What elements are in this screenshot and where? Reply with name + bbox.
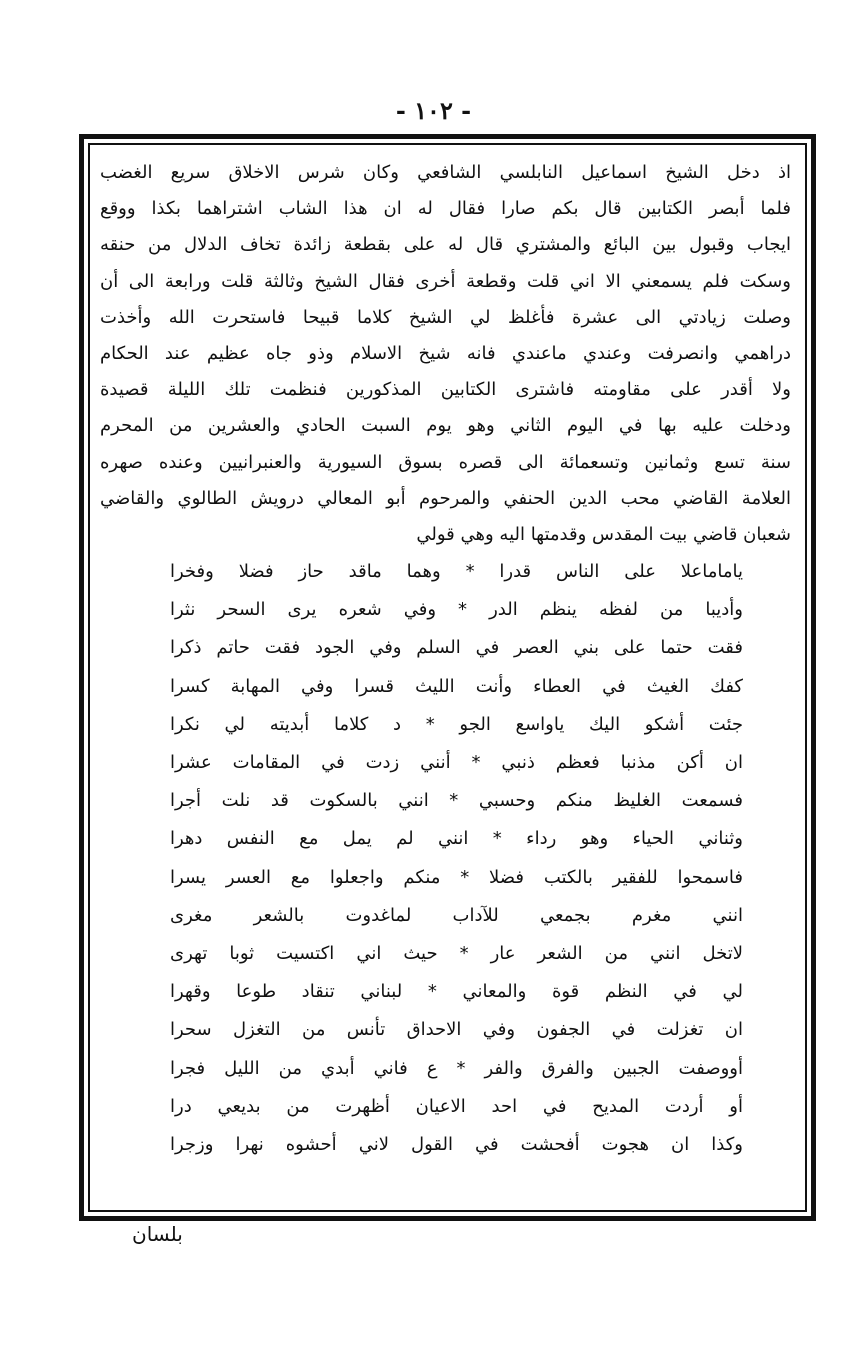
poem-verse: كفك الغيث في العطاء وأنت الليث قسرا وفي المهابة كسرا — [170, 675, 743, 697]
prose-line: اذ دخل الشيخ اسماعيل النابلسي الشافعي وكان شرس الاخلاق سريع الغضب — [100, 162, 791, 183]
poem-verse: ان تغزلت في الجفون وفي الاحداق تأنس من التغزل سحرا — [170, 1019, 743, 1041]
prose-line: شعبان قاضي بيت المقدس وقدمتها اليه وهي قولي — [416, 523, 791, 545]
prose-line: ولا أقدر على مقاومته فاشترى الكتابين المذكورين فنظمت تلك الليلة قصيدة — [100, 379, 791, 401]
prose-line: دراهمي وانصرفت وعندي ماعندي فانه شيخ الاسلام وذو جاه عظيم عند الحكام — [100, 342, 791, 364]
prose-line: فلما أبصر الكتابين قال بكم صارا فقال له ان هذا الشاب اشتراهما بكذا ووقع — [100, 198, 791, 220]
poem-verse: وأديبا من لفظه ينظم الدر * وفي شعره يرى السحر نثرا — [170, 599, 743, 621]
prose-line: العلامة القاضي محب الدين الحنفي والمرحوم أبو المعالي درويش الطالوي والقاضي — [100, 487, 791, 509]
poem-verse: فقت حتما على بني العصر في السلم وفي الجود فقت حاتم ذكرا — [170, 637, 743, 659]
prose-line: وصلت زيادتي الى عشرة فأغلظ لي الشيخ كلاما قبيحا فاستحرت الله وأخذت — [100, 306, 791, 328]
prose-line: ايجاب وقبول بين البائع والمشتري قال له على بقطعة زائدة تخاف الدلال من حنقه — [100, 234, 791, 256]
prose-line: ودخلت عليه بها في اليوم الثاني وهو يوم السبت الحادي والعشرين من المحرم — [100, 415, 791, 437]
poem — [170, 553, 743, 1164]
poem-verse: ياماماعلا على الناس قدرا * وهما ماقد حاز فضلا وفخرا — [170, 561, 743, 583]
text-frame-inner-border — [88, 143, 807, 1212]
poem-verse: فسمعت الغليظ منكم وحسبي * انني بالسكوت قد نلت أجرا — [170, 790, 743, 812]
text-frame — [79, 134, 816, 1221]
catchword: بلسان — [132, 1222, 183, 1246]
poem-verse: انني مغرم بجمعي للآداب لماغدوت بالشعر مغرى — [170, 904, 743, 926]
poem-verse: فاسمحوا للفقير بالكتب فضلا * منكم واجعلوا مع العسر يسرا — [170, 866, 743, 888]
poem-verse: وكذا ان هجوت أفحشت في القول لاني أحشوه نهرا وزجرا — [170, 1133, 743, 1155]
poem-verse: أو أردت المديح في احد الاعيان أظهرت من بديعي درا — [170, 1095, 743, 1117]
poem-verse: وثناني الحياء وهو رداء * انني لم يمل مع النفس دهرا — [170, 828, 743, 850]
poem-verse: أووصفت الجبين والفرق والفر * ع فاني أبدي من الليل فجرا — [170, 1057, 743, 1079]
prose-paragraph — [100, 155, 791, 553]
poem-verse: ان أكن مذنبا فعظم ذنبي * أنني زدت في المقامات عشرا — [170, 752, 743, 773]
page-number: - ١٠٢ - — [395, 96, 472, 125]
poem-verse: جئت أشكو اليك ياواسع الجو * د كلاما أبديته لي نكرا — [170, 713, 743, 735]
poem-verse: لي في النظم قوة والمعاني * لبناني تنقاد طوعا وقهرا — [170, 981, 743, 1003]
prose-line: سنة تسع وثمانين وتسعمائة الى قصره بسوق السيورية والعنبرانيين وعنده صهره — [100, 451, 791, 473]
poem-verse: لاتخل انني من الشعر عار * حيث اني اكتسيت ثوبا تهرى — [170, 942, 743, 964]
text-block — [100, 155, 791, 1164]
prose-line: وسكت فلم يسمعني الا اني قلت وقطعة أخرى فقال الشيخ وثالثة قلت ورابعة الى أن — [100, 270, 791, 292]
